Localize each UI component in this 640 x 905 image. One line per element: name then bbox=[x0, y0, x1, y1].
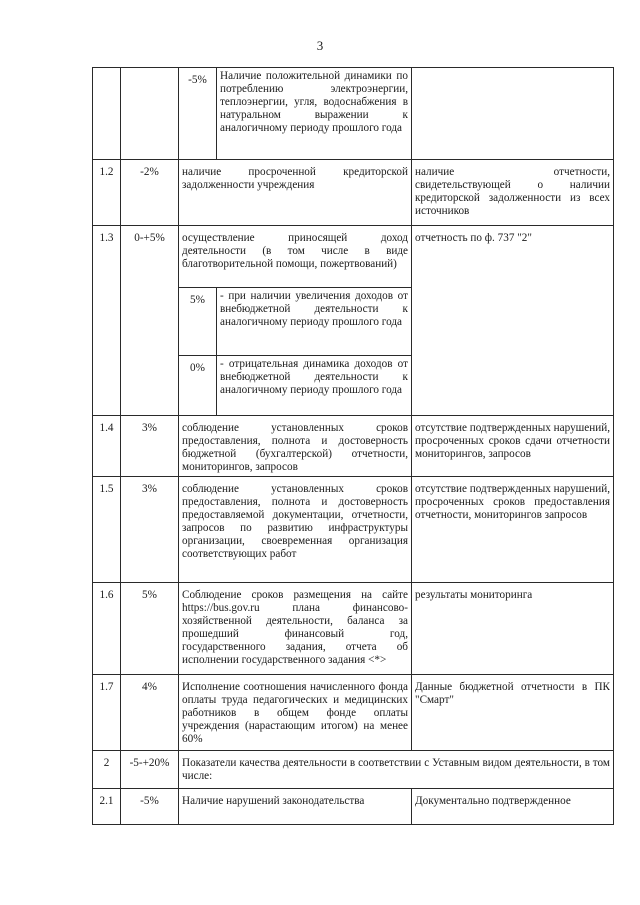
table-row bbox=[93, 160, 614, 226]
row-percent: 5% bbox=[121, 583, 179, 675]
source-text: отчетность по ф. 737 "2" bbox=[412, 226, 614, 416]
source-text: отсутствие подтвержденных нарушений, просроченных сроков сдачи отчетности мониторингов, запросов bbox=[412, 416, 614, 477]
row-number: 1.3 bbox=[93, 226, 121, 416]
row-percent: 0-+5% bbox=[121, 226, 179, 416]
criterion-subtext: - при наличии увеличения доходов от внебюджетной деятельности к аналогичному периоду прошлого года bbox=[217, 288, 412, 356]
source-text: Данные бюджетной отчетности в ПК "Смарт" bbox=[412, 675, 614, 751]
criterion-text: соблюдение установленных сроков предоставления, полнота и достоверность предоставляемой документации, отчетности, запросов по развитию инфраструктуры организации, своевременная организация соответствующих работ bbox=[179, 477, 412, 583]
criterion-text: Соблюдение сроков размещения на сайте https://bus.gov.ru плана финансово-хозяйственной деятельности, баланса за прошедший финансовый год, государственного задания, отчета об исполнении государственного задания <*> bbox=[179, 583, 412, 675]
source-text: отсутствие подтвержденных нарушений, просроченных сроков предоставления отчетности, мониторингов запросов bbox=[412, 477, 614, 583]
source-text: результаты мониторинга bbox=[412, 583, 614, 675]
criterion-text: Наличие положительной динамики по потреблению электроэнергии, теплоэнергии, угля, водоснабжения в натуральном выражении к аналогичному периоду прошлого года bbox=[217, 68, 412, 160]
row-number: 1.2 bbox=[93, 160, 121, 226]
row-number: 1.4 bbox=[93, 416, 121, 477]
source-text: Документально подтвержденное bbox=[412, 789, 614, 825]
row-percent: -5% bbox=[121, 789, 179, 825]
criterion-text: Наличие нарушений законодательства bbox=[179, 789, 412, 825]
row-percent: -2% bbox=[121, 160, 179, 226]
criterion-subtext: - отрицательная динамика доходов от внебюджетной деятельности к аналогичному периоду прошлого года bbox=[217, 356, 412, 416]
row-number: 2 bbox=[93, 751, 121, 789]
row-percent: 3% bbox=[121, 477, 179, 583]
row-percent: -5-+20% bbox=[121, 751, 179, 789]
source-text bbox=[412, 68, 614, 160]
row-percent: 4% bbox=[121, 675, 179, 751]
criterion-text: наличие просроченной кредиторской задолженности учреждения bbox=[179, 160, 412, 226]
table-row bbox=[93, 789, 614, 825]
source-text: наличие отчетности, свидетельствующей о наличии кредиторской задолженности из всех источников bbox=[412, 160, 614, 226]
row-percent: 3% bbox=[121, 416, 179, 477]
page-number: 3 bbox=[316, 38, 324, 53]
criterion-text: осуществление приносящей доход деятельности (в том числе в виде благотворительной помощи, пожертвований) bbox=[179, 226, 412, 288]
row-number: 1.5 bbox=[93, 477, 121, 583]
table-row bbox=[93, 68, 614, 160]
sub-percent: 0% bbox=[179, 356, 217, 416]
sub-percent: -5% bbox=[179, 68, 217, 160]
row-percent-cell bbox=[121, 68, 179, 160]
table-row bbox=[93, 226, 614, 288]
table-row bbox=[93, 416, 614, 477]
section-heading: Показатели качества деятельности в соответствии с Уставным видом деятельности, в том числе: bbox=[179, 751, 614, 789]
sub-percent: 5% bbox=[179, 288, 217, 356]
table-row bbox=[93, 675, 614, 751]
row-number: 2.1 bbox=[93, 789, 121, 825]
table-row bbox=[93, 583, 614, 675]
criteria-table bbox=[92, 67, 614, 825]
row-number: 1.6 bbox=[93, 583, 121, 675]
row-number-cell bbox=[93, 68, 121, 160]
criterion-text: Исполнение соотношения начисленного фонда оплаты труда педагогических и медицинских работников в общем фонде оплаты учреждения (нарастающим итогом) на менее 60% bbox=[179, 675, 412, 751]
table-row bbox=[93, 477, 614, 583]
criterion-text: соблюдение установленных сроков предоставления, полнота и достоверность бюджетной (бухгалтерской) отчетности, мониторингов, запросов bbox=[179, 416, 412, 477]
table-row bbox=[93, 751, 614, 789]
row-number: 1.7 bbox=[93, 675, 121, 751]
